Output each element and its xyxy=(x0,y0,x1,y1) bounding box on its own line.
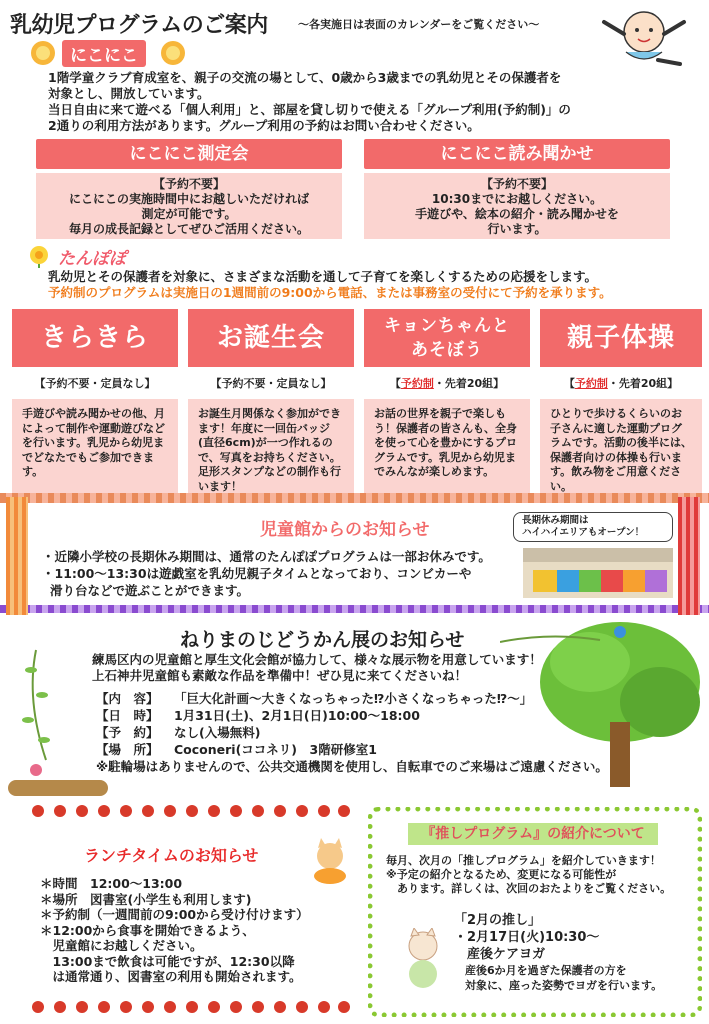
flower-icon xyxy=(26,244,52,268)
reading-card xyxy=(364,139,670,239)
lunch-title: ランチタイムのお知らせ xyxy=(84,846,259,865)
detail-row: 【場 所】 Coconeri(ココネリ) 3階研修室1 xyxy=(96,742,377,757)
program-description: 手遊びや読み聞かせの他、月によって制作や運動遊びなどを行います。乳児から幼児までどなたでもご参加できます。 xyxy=(12,399,178,499)
program-card-birthday xyxy=(188,309,354,499)
apple-border-decoration xyxy=(30,804,350,818)
nerima-exhibit-title: ねりまのじどうかん展のお知らせ xyxy=(180,629,465,651)
measure-body: 【予約不要】 にこにこの実施時間中にお越しいただければ 測定が可能です。 毎月の成長記録としてぜひご活用ください。 xyxy=(36,173,342,239)
sun-icon xyxy=(30,40,56,66)
nikoniko-tag: にこにこ xyxy=(62,40,146,67)
exhibit-details xyxy=(96,690,656,775)
detail-row: 【日 時】 1月31日(土)、2月1日(日)10:00〜18:00 xyxy=(96,708,420,723)
program-card-kirakira xyxy=(12,309,178,499)
program-description: ひとりで歩けるくらいのお子さんに適した運動プログラムです。活動の後半には、保護者向けの体操も行います。飲み物をご用意ください。 xyxy=(540,399,702,499)
jidokan-title: 児童館からのお知らせ xyxy=(260,520,430,540)
program-description: お話の世界を親子で楽しもう！保護者の皆さんも、全身を使って心を豊かにするプログラムです。乳児から幼児までみんなが楽しめます。 xyxy=(364,399,530,499)
detail-row: 【内 容】 「巨大化計画〜大きくなっちゃった⁉小さくなっちゃった⁉〜」 xyxy=(96,691,533,706)
decorative-border-top xyxy=(0,493,709,503)
sun-icon xyxy=(160,40,186,66)
cat-illustration xyxy=(400,928,446,990)
program-note: 【予約制・先着20組】 xyxy=(389,377,505,390)
program-note: 【予約制・先着20組】 xyxy=(563,377,679,390)
program-note: 【予約不要・定員なし】 xyxy=(210,377,332,390)
program-title: きらきら xyxy=(12,309,178,367)
play-room-photo xyxy=(523,548,673,598)
nerima-intro: 練馬区内の児童館と厚生文化会館が協力して、様々な展示物を用意しています！ 上石神井児童館も素敵な作品を準備中！ぜひ見に来てくださいね！ xyxy=(92,652,542,683)
program-card-oyako-taiso xyxy=(540,309,702,499)
feb-recommendation: 「2月の推し」 ・2月17日(火)10:30〜 産後ケアヨガ 産後6か月を過ぎた保護者の方を 対象に、座った姿勢でヨガを行います。 xyxy=(454,913,663,992)
program-title: キョンちゃんと あそぼう xyxy=(364,309,530,367)
tanpopo-tag: たんぽぽ xyxy=(58,249,126,269)
page-title: 乳幼児プログラムのご案内 xyxy=(10,13,268,38)
page-subtitle: 〜各実施日は表面のカレンダーをご覧ください〜 xyxy=(298,18,540,31)
decorative-pillar-left xyxy=(6,497,28,615)
nikoniko-intro: 1階学童クラブ育成室を、親子の交流の場として、0歳から3歳までの乳幼児とその保護者を 対象とし、開放しています。 当日自由に来て遊べる「個人利用」と、部屋を貸し切りで使える「グループ利用(予約制)」の 2通りの利用方法があります。グループ利用の予約はお問い合わせください。 xyxy=(48,70,571,133)
oshi-title: 『推しプログラム』の紹介について xyxy=(408,823,658,845)
callout-bubble: 長期休み期間は ハイハイエリアもオープン！ xyxy=(513,512,673,542)
program-title: お誕生会 xyxy=(188,309,354,367)
apple-border-decoration xyxy=(30,1000,350,1014)
program-card-kyonchan xyxy=(364,309,530,499)
parking-note: ※駐輪場はありませんので、公共交通機関を使用し、自転車でのご来場はご遠慮ください。 xyxy=(96,759,608,774)
detail-row: 【予 約】 なし(入場無料) xyxy=(96,725,261,740)
reading-body: 【予約不要】 10:30までにお越しください。 手遊びや、絵本の紹介・読み聞かせを 行います。 xyxy=(364,173,670,239)
jidokan-notice: ・近隣小学校の長期休み期間は、通常のたんぽぽプログラムは一部お休みです。 ・11:00〜13:30は遊戯室を乳幼児親子タイムとなっており、コンビカーや 滑り台などで遊ぶことができます。 xyxy=(42,549,491,598)
baby-illustration xyxy=(590,4,698,68)
tanpopo-intro: 乳幼児とその保護者を対象に、さまざまな活動を通して子育てを楽しくするための応援をします。 予約制のプログラムは実施日の1週間前の9:00から電話、または事務室の受付にて予約を承ります。 xyxy=(48,269,612,300)
lunch-details: ＊時間 12:00〜13:00 ＊場所 図書室(小学生も利用します) ＊予約制（一週間前の9:00から受け付けます） ＊12:00から食事を開始できるよう、 児童館にお越しください。 13:00まで飲食は可能ですが、12:30以降 は通常通り、図書室の利用も開始されます。 xyxy=(40,876,309,984)
reading-title: にこにこ読み聞かせ xyxy=(364,139,670,169)
program-note: 【予約不要・定員なし】 xyxy=(34,377,156,390)
program-description: お誕生月関係なく参加ができます！年度に一回缶バッジ(直径6cm)が一つ作れるので、写真をお持ちください。足形スタンプなどの制作も行います！ xyxy=(188,399,354,499)
measure-title: にこにこ測定会 xyxy=(36,139,342,169)
measure-card xyxy=(36,139,342,239)
oshi-description: 毎月、次月の「推しプログラム」を紹介していきます！ ※予定の紹介となるため、変更になる可能性が あります。詳しくは、次回のおたよりをご覧ください。 xyxy=(386,854,672,895)
decorative-pillar-right xyxy=(678,497,700,615)
program-title: 親子体操 xyxy=(540,309,702,367)
